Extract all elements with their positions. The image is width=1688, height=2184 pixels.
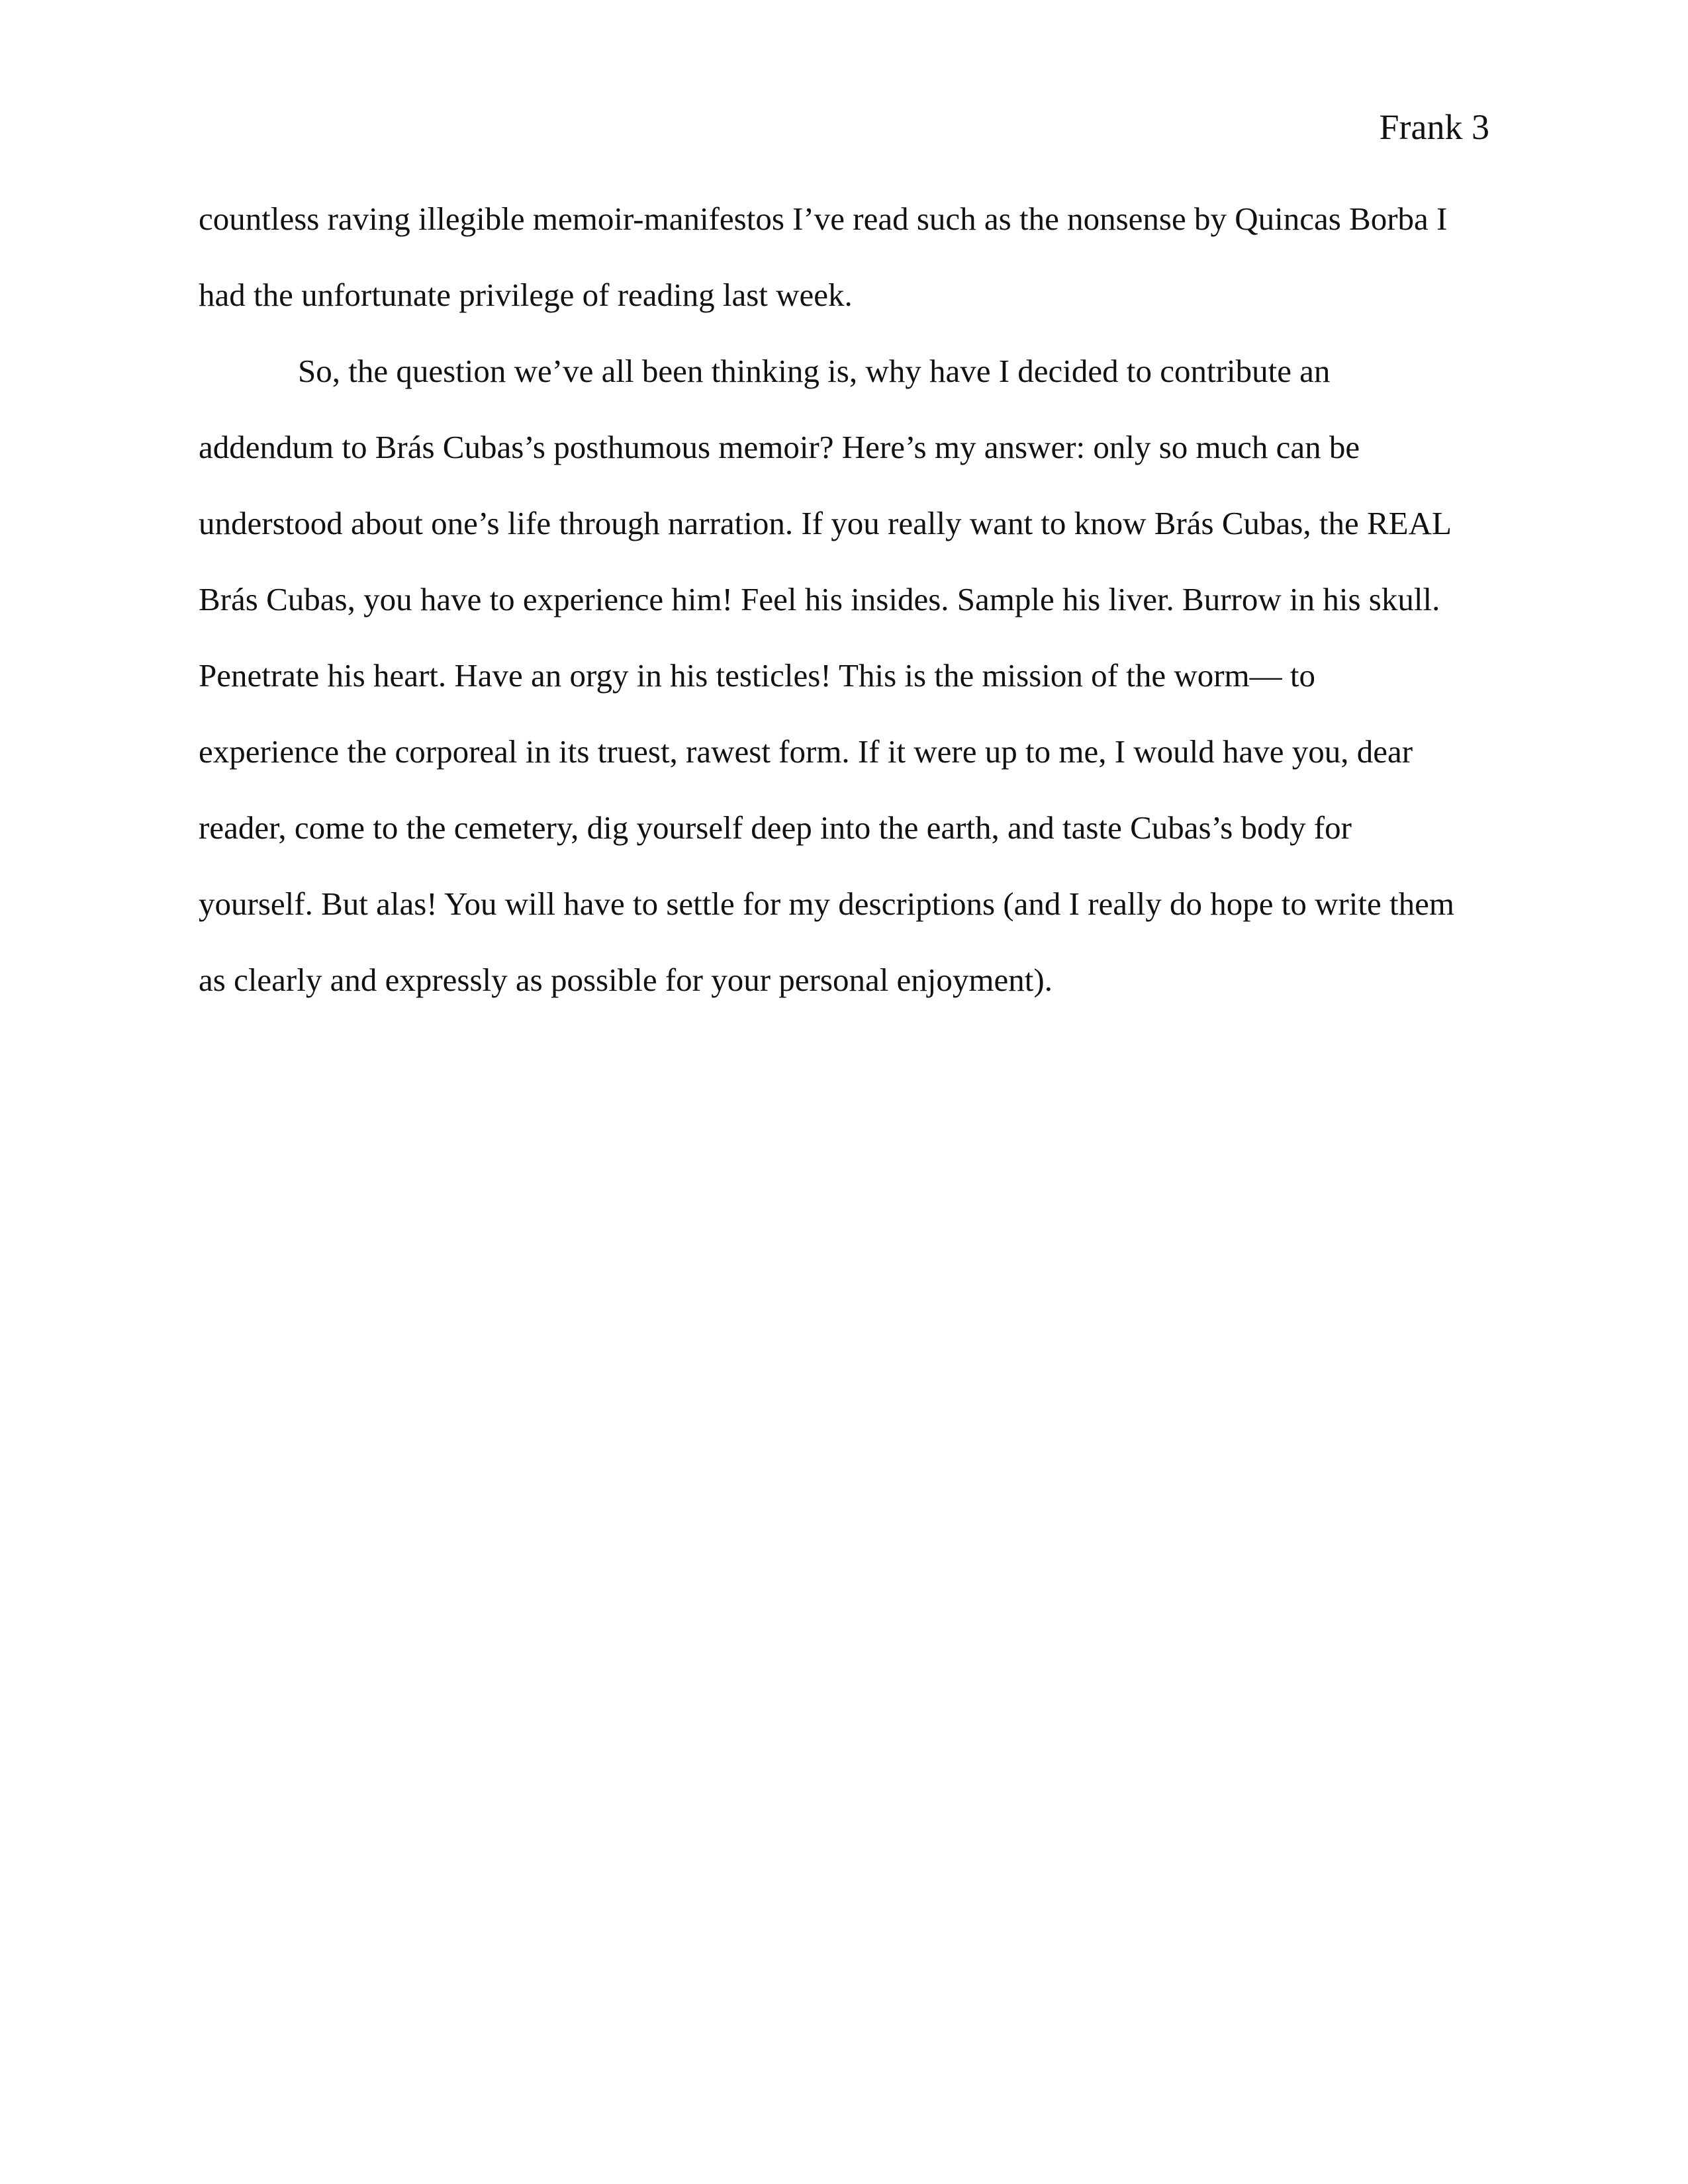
- text-line: Brás Cubas, you have to experience him! Feel his insides. Sample his liver. Burrow in his skull.: [199, 581, 1440, 617]
- text-line: as clearly and expressly as possible for your personal enjoyment).: [199, 962, 1053, 998]
- text-line: experience the corporeal in its truest, rawest form. If it were up to me, I would have you, dear: [199, 733, 1413, 770]
- text-line: countless raving illegible memoir-manifestos I’ve read such as the nonsense by Quincas Borba I: [199, 201, 1448, 237]
- page-header: Frank 3: [1379, 107, 1489, 147]
- text-line: addendum to Brás Cubas’s posthumous memoir? Here’s my answer: only so much can be: [199, 429, 1360, 465]
- text-line: had the unfortunate privilege of reading last week.: [199, 277, 853, 313]
- body-text: [199, 193, 1489, 1030]
- text-line: yourself. But alas! You will have to settle for my descriptions (and I really do hope to write them: [199, 886, 1455, 922]
- text-line: Penetrate his heart. Have an orgy in his testicles! This is the mission of the worm— to: [199, 657, 1316, 694]
- paragraph-first-line: So, the question we’ve all been thinking is, why have I decided to contribute an: [298, 353, 1331, 389]
- text-line: reader, come to the cemetery, dig yourself deep into the earth, and taste Cubas’s body for: [199, 809, 1352, 846]
- text-line: understood about one’s life through narration. If you really want to know Brás Cubas, the REAL: [199, 505, 1452, 541]
